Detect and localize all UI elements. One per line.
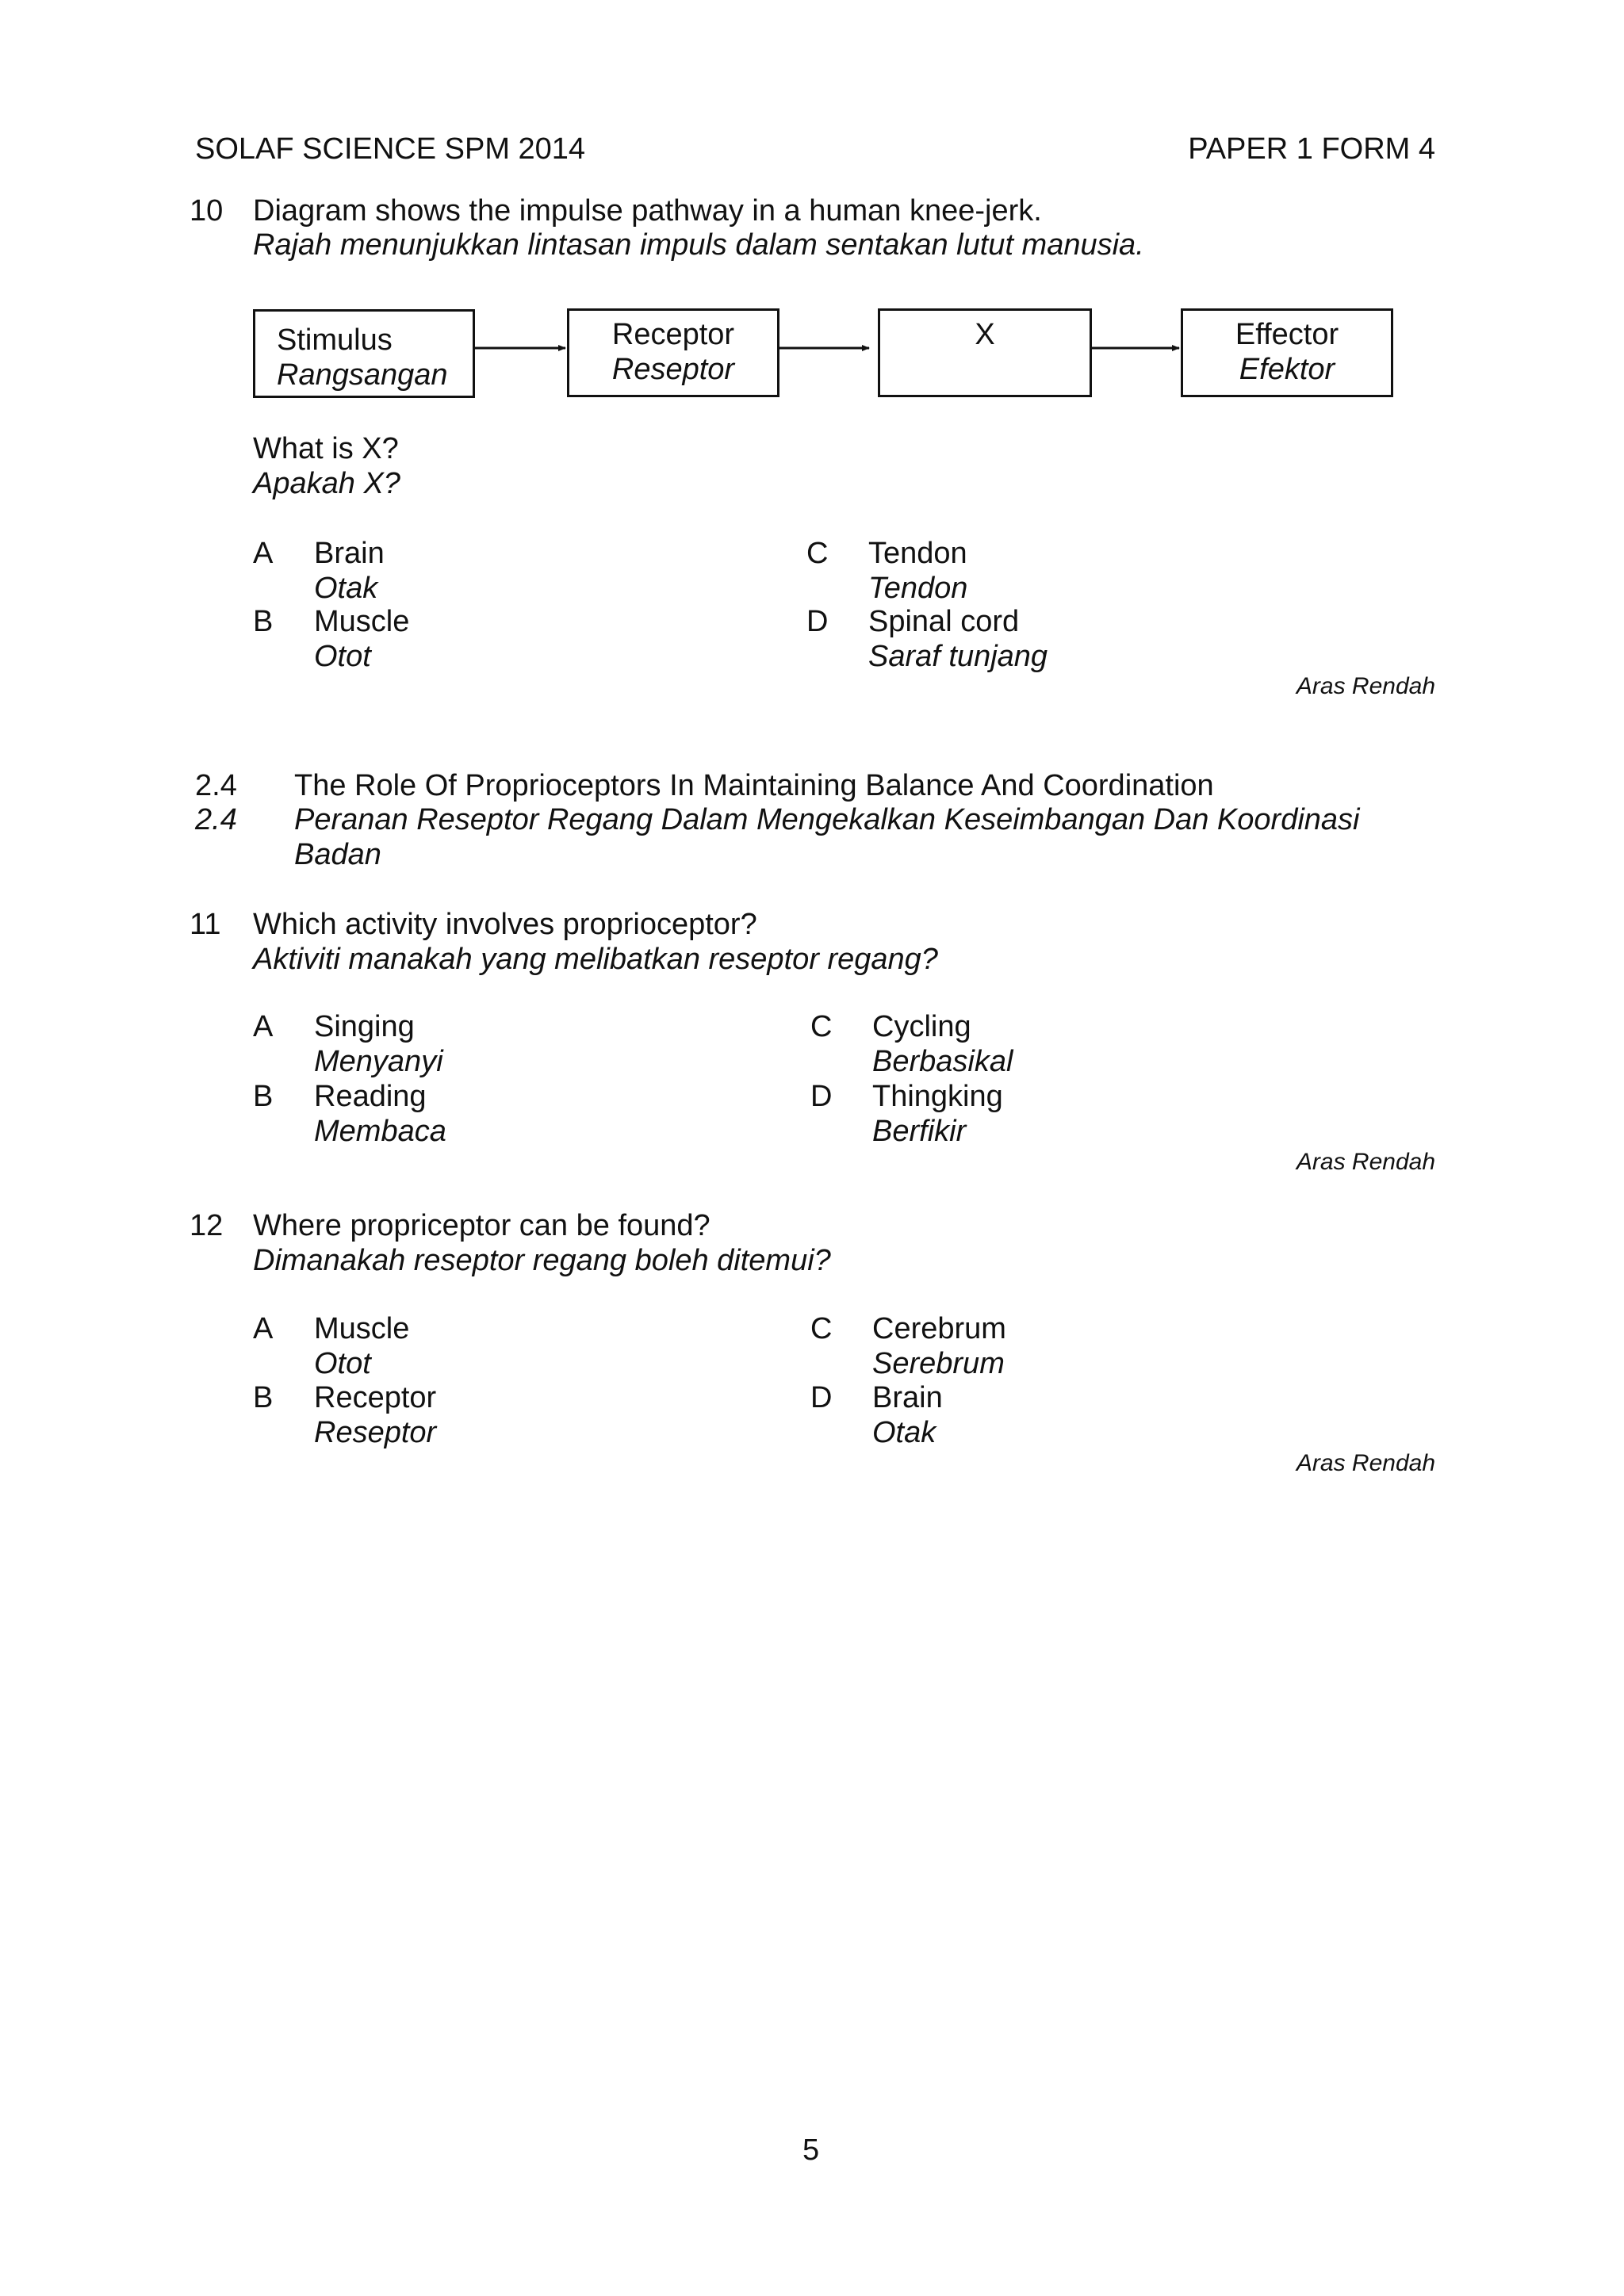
option-text-en: Tendon xyxy=(868,537,967,570)
option-text-en: Cerebrum xyxy=(872,1312,1006,1345)
header-title: SOLAF SCIENCE SPM 2014 xyxy=(195,132,586,166)
box-label-ms: Rangsangan xyxy=(277,358,448,392)
option-text-ms: Otak xyxy=(314,572,378,605)
option-text-ms: Menyanyi xyxy=(314,1045,443,1078)
section-number-ms: 2.4 xyxy=(195,803,237,836)
page-number: 5 xyxy=(802,2133,820,2167)
option-text-ms: Serebrum xyxy=(872,1347,1005,1380)
question-number: 11 xyxy=(190,908,221,941)
option-letter: B xyxy=(253,1080,274,1113)
option-text-ms: Saraf tunjang xyxy=(868,640,1048,673)
option-letter: D xyxy=(806,605,829,638)
option-text-en: Cycling xyxy=(872,1010,971,1043)
section-number: 2.4 xyxy=(195,769,237,802)
option-text-en: Receptor xyxy=(314,1381,437,1414)
difficulty-level: Aras Rendah xyxy=(1296,1149,1435,1175)
option-text-en: Muscle xyxy=(314,605,410,638)
option-text-ms: Otot xyxy=(314,640,371,673)
question-stem-ms: Dimanakah reseptor regang boleh ditemui? xyxy=(253,1244,831,1277)
section-title-en: The Role Of Proprioceptors In Maintaining Balance And Coordination xyxy=(294,769,1214,802)
option-text-en: Thingking xyxy=(872,1080,1003,1113)
section-title-ms: Peranan Reseptor Regang Dalam Mengekalkan Keseimbangan Dan Koordinasi xyxy=(294,803,1360,836)
question-stem-en: Diagram shows the impulse pathway in a human knee-jerk. xyxy=(253,194,1042,228)
question-stem-ms: Rajah menunjukkan lintasan impuls dalam sentakan lutut manusia. xyxy=(253,228,1144,262)
option-text-ms: Reseptor xyxy=(314,1416,437,1449)
option-text-en: Reading xyxy=(314,1080,427,1113)
box-label-ms: Reseptor xyxy=(611,353,735,386)
box-label-ms: Efektor xyxy=(1239,353,1335,386)
option-text-en: Brain xyxy=(314,537,385,570)
question-stem-en: Where propriceptor can be found? xyxy=(253,1209,710,1242)
header-paper: PAPER 1 FORM 4 xyxy=(1188,132,1435,166)
diagram-arrows xyxy=(0,0,1624,476)
option-letter: A xyxy=(253,537,274,570)
option-text-ms: Otot xyxy=(314,1347,371,1380)
option-letter: C xyxy=(806,537,829,570)
sub-question-ms: Apakah X? xyxy=(253,467,400,500)
question-stem-en: Which activity involves proprioceptor? xyxy=(253,908,757,941)
box-label-en: Stimulus xyxy=(277,323,393,357)
option-text-en: Brain xyxy=(872,1381,943,1414)
option-letter: C xyxy=(810,1312,833,1345)
option-text-ms: Otak xyxy=(872,1416,936,1449)
question-number: 10 xyxy=(190,194,224,228)
option-letter: C xyxy=(810,1010,833,1043)
option-letter: B xyxy=(253,1381,274,1414)
sub-question-en: What is X? xyxy=(253,432,399,465)
option-letter: A xyxy=(253,1312,274,1345)
box-label-en: X xyxy=(975,318,995,351)
option-letter: A xyxy=(253,1010,274,1043)
option-text-en: Muscle xyxy=(314,1312,410,1345)
option-letter: D xyxy=(810,1080,833,1113)
option-text-en: Spinal cord xyxy=(868,605,1020,638)
box-label-en: Effector xyxy=(1235,318,1339,351)
option-letter: B xyxy=(253,605,274,638)
question-number: 12 xyxy=(190,1209,224,1242)
section-title-ms-cont: Badan xyxy=(294,838,381,871)
question-stem-ms: Aktiviti manakah yang melibatkan reseptor regang? xyxy=(253,943,938,976)
option-letter: D xyxy=(810,1381,833,1414)
option-text-en: Singing xyxy=(314,1010,415,1043)
option-text-ms: Berfikir xyxy=(872,1115,967,1148)
option-text-ms: Tendon xyxy=(868,572,968,605)
option-text-ms: Berbasikal xyxy=(872,1045,1013,1078)
box-label-en: Receptor xyxy=(611,318,735,351)
difficulty-level: Aras Rendah xyxy=(1296,673,1435,699)
difficulty-level: Aras Rendah xyxy=(1296,1450,1435,1476)
option-text-ms: Membaca xyxy=(314,1115,446,1148)
